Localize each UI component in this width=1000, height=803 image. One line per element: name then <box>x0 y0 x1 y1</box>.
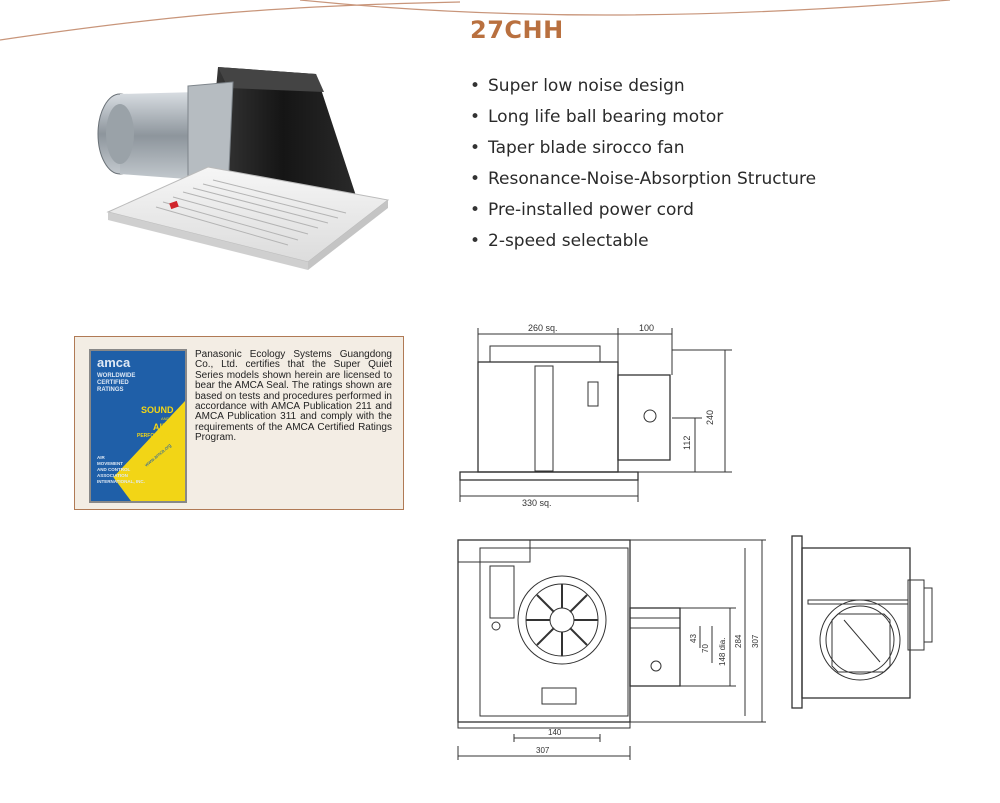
ventilation-fan-product-image <box>88 62 398 282</box>
seal-text: SOUND <box>141 405 174 415</box>
dim-label: 140 <box>548 728 562 737</box>
dim-label: 148 dia. <box>718 637 727 666</box>
bottom-view-drawing <box>450 528 770 768</box>
seal-text: www.amca.org <box>143 442 173 469</box>
seal-text: PERFORMANCE <box>137 433 177 439</box>
feature-item: • 2-speed selectable <box>470 227 816 258</box>
dim-label: 112 <box>682 435 692 450</box>
model-title: 27CHH <box>470 16 564 44</box>
dim-label: 100 <box>639 323 655 333</box>
seal-text: INTERNATIONAL, INC. <box>97 479 145 484</box>
dim-label: 70 <box>701 644 710 653</box>
seal-text: AIR <box>153 422 169 432</box>
seal-text: AND <box>161 416 170 421</box>
seal-text: MOVEMENT <box>97 461 124 466</box>
feature-item: • Long life ball bearing motor <box>470 103 816 134</box>
seal-text: WORLDWIDE <box>97 373 136 379</box>
feature-list <box>470 72 816 258</box>
dim-label: 260 sq. <box>528 323 558 333</box>
side-view-drawing <box>788 530 948 715</box>
amca-certification-box <box>74 336 404 510</box>
seal-text: amca <box>97 355 131 370</box>
amca-seal-logo <box>89 349 187 503</box>
dim-label: 240 <box>705 409 715 425</box>
seal-text: CERTIFIED <box>97 380 129 386</box>
seal-text: AND CONTROL <box>97 467 131 472</box>
front-elevation-drawing <box>450 320 750 520</box>
feature-item: • Resonance-Noise-Absorption Structure <box>470 165 816 196</box>
feature-item: • Super low noise design <box>470 72 816 103</box>
seal-text: ASSOCIATION <box>97 473 128 478</box>
seal-text: AIR <box>97 455 105 460</box>
dim-label: 284 <box>734 634 743 648</box>
seal-text: RATINGS <box>97 387 124 393</box>
dim-label: 330 sq. <box>522 498 552 508</box>
dim-label: 43 <box>689 634 698 643</box>
dim-label: 307 <box>751 634 760 648</box>
amca-certification-text: Panasonic Ecology Systems Guangdong Co., Ltd. certifies that the Super Quiet Series models shown herein are licensed to bear the AMCA Seal. The ratings shown are based on tests and procedures performed in accordance with AMCA Publication 211 and AMCA Publication 311 and comply with the requirements of the AMCA Certified Ratings Program. <box>195 349 392 444</box>
feature-item: • Taper blade sirocco fan <box>470 134 816 165</box>
dim-label: 307 <box>536 746 550 755</box>
feature-item: • Pre-installed power cord <box>470 196 816 227</box>
